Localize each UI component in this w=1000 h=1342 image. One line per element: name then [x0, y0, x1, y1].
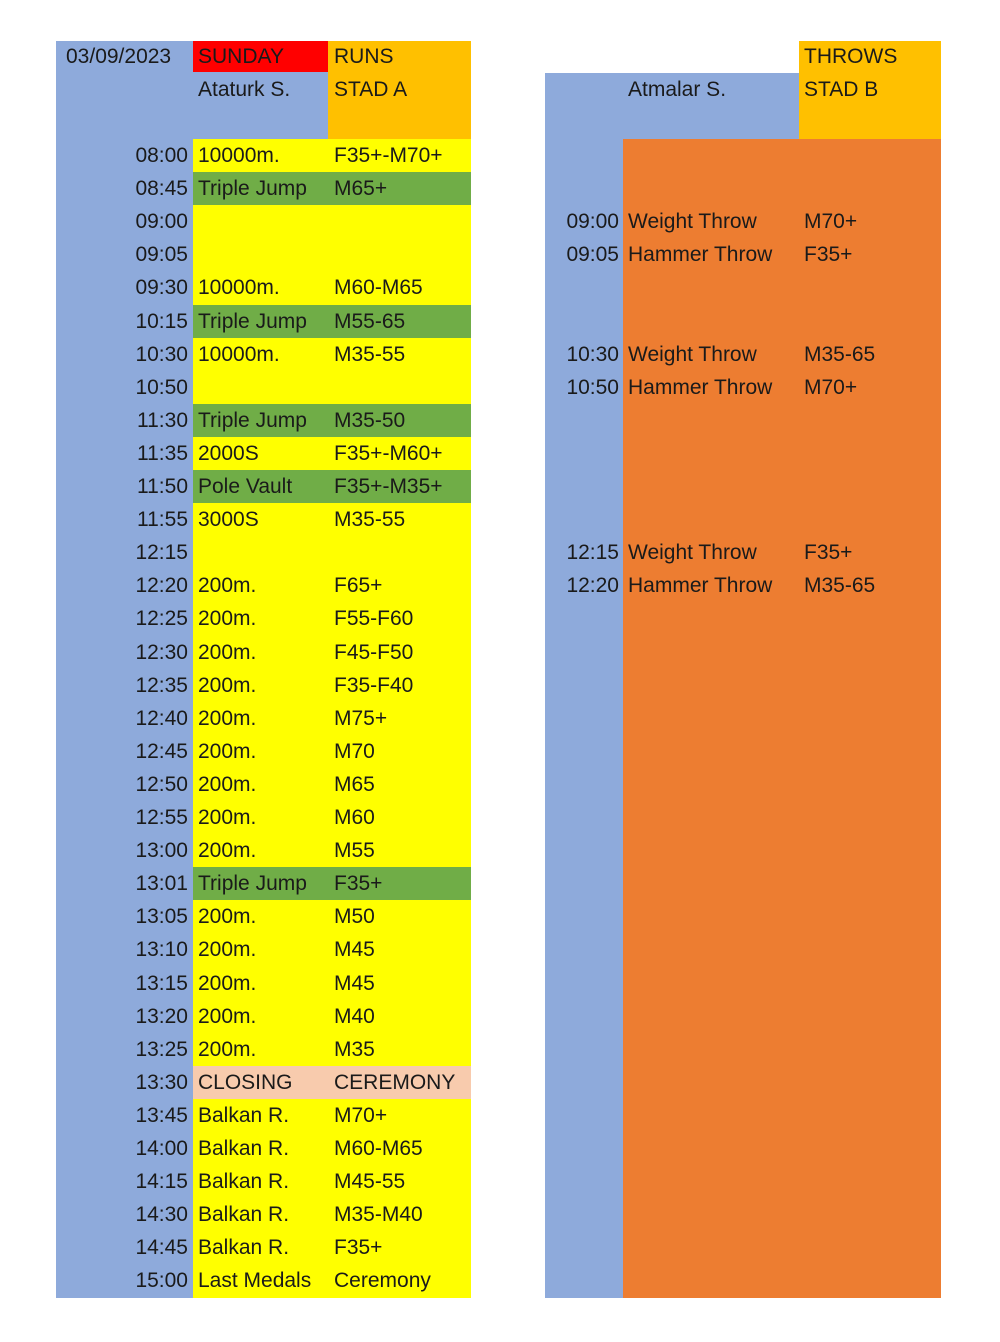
schedule-row	[193, 238, 471, 272]
row-group: F45-F50	[334, 640, 414, 664]
row-event: 200m.	[198, 673, 257, 697]
schedule-day: SUNDAY	[198, 45, 284, 68]
row-time: 09:00	[135, 210, 188, 234]
row-group: F35-F40	[334, 673, 414, 697]
row-time: 09:05	[135, 243, 188, 267]
row-event: 200m.	[198, 1037, 257, 1061]
row-time: 10:30	[135, 342, 188, 366]
throw-time: 12:15	[566, 541, 619, 565]
throw-group: F35+	[804, 541, 853, 565]
row-event: 200m.	[198, 938, 257, 962]
row-time: 12:15	[135, 541, 188, 565]
left-venue: Ataturk S.	[198, 78, 291, 101]
row-event: 3000S	[198, 508, 259, 532]
row-time: 11:55	[137, 508, 188, 532]
left-category: RUNS	[334, 45, 394, 68]
row-time: 13:01	[135, 872, 188, 896]
row-group: M70	[334, 739, 375, 763]
row-event: 200m.	[198, 905, 257, 929]
row-time: 12:35	[135, 673, 188, 697]
row-group: M35-55	[334, 508, 406, 532]
row-group: Ceremony	[334, 1269, 431, 1293]
row-time: 10:50	[135, 375, 188, 399]
right-category: THROWS	[804, 45, 898, 68]
row-event: 10000m.	[198, 276, 280, 300]
row-event: 2000S	[198, 441, 259, 465]
throw-time: 09:05	[566, 243, 619, 267]
row-event: 10000m.	[198, 342, 280, 366]
row-time: 13:00	[135, 839, 188, 863]
row-event: 200m.	[198, 706, 257, 730]
row-event: Balkan R.	[198, 1103, 290, 1127]
row-event: Triple Jump	[198, 408, 307, 432]
row-event: Balkan R.	[198, 1236, 290, 1260]
row-event: 200m.	[198, 607, 257, 631]
row-event: Triple Jump	[198, 872, 307, 896]
row-group: M45-55	[334, 1170, 406, 1194]
row-group: M35-55	[334, 342, 406, 366]
row-event: CLOSING	[198, 1070, 293, 1094]
row-time: 14:45	[135, 1236, 188, 1260]
row-time: 13:10	[135, 938, 188, 962]
row-time: 08:00	[135, 144, 188, 167]
throw-group: F35+	[804, 243, 853, 267]
row-time: 13:45	[135, 1103, 188, 1127]
row-time: 14:15	[135, 1170, 188, 1194]
row-event: 200m.	[198, 739, 257, 763]
row-event: 200m.	[198, 574, 257, 598]
row-group: M70+	[334, 1103, 388, 1127]
row-time: 15:00	[135, 1269, 188, 1293]
row-time: 09:30	[135, 276, 188, 300]
row-group: F35+	[334, 872, 383, 896]
row-event: Balkan R.	[198, 1137, 290, 1160]
row-time: 13:20	[135, 1004, 188, 1028]
row-event: Balkan R.	[198, 1203, 290, 1227]
row-event: 200m.	[198, 1004, 257, 1028]
throw-event: Weight Throw	[628, 210, 757, 234]
row-time: 14:30	[135, 1203, 188, 1227]
row-group: M65	[334, 772, 375, 796]
row-event: 200m.	[198, 839, 257, 863]
row-event: 10000m.	[198, 144, 280, 167]
throw-time: 09:00	[566, 210, 619, 234]
right-stadium: STAD B	[804, 78, 879, 101]
row-group: F35+-M70+	[334, 144, 443, 167]
row-time: 12:40	[135, 706, 188, 730]
schedule-row	[193, 536, 471, 570]
schedule-row	[193, 205, 471, 239]
throw-event: Weight Throw	[628, 541, 757, 565]
row-time: 12:25	[135, 607, 188, 631]
row-time: 12:55	[135, 806, 188, 829]
row-group: F35+-M35+	[334, 475, 443, 498]
row-time: 10:15	[135, 309, 188, 333]
throw-group: M35-65	[804, 574, 876, 598]
row-event: Balkan R.	[198, 1170, 290, 1194]
row-time: 08:45	[135, 177, 188, 201]
row-group: F35+-M60+	[334, 441, 443, 465]
row-group: M40	[334, 1004, 375, 1028]
row-time: 14:00	[135, 1137, 188, 1160]
row-time: 12:45	[135, 739, 188, 763]
row-event: 200m.	[198, 640, 257, 664]
row-group: F65+	[334, 574, 383, 598]
row-event: Triple Jump	[198, 309, 307, 333]
row-group: M50	[334, 905, 375, 929]
row-group: M60-M65	[334, 1137, 423, 1160]
throw-event: Hammer Throw	[628, 574, 773, 598]
row-group: M60-M65	[334, 276, 423, 300]
right-venue: Atmalar S.	[628, 78, 727, 101]
row-group: F35+	[334, 1236, 383, 1260]
row-time: 13:25	[135, 1037, 188, 1061]
row-event: Last Medals	[198, 1269, 312, 1293]
row-group: M45	[334, 938, 375, 962]
row-time: 13:15	[135, 971, 188, 995]
right-events-area	[623, 139, 941, 1298]
row-time: 12:30	[135, 640, 188, 664]
row-time: 12:20	[135, 574, 188, 598]
throw-group: M70+	[804, 210, 858, 234]
row-event: 200m.	[198, 971, 257, 995]
row-group: M35	[334, 1037, 375, 1061]
throw-time: 10:50	[566, 375, 619, 399]
row-group: M65+	[334, 177, 388, 201]
schedule-row	[193, 371, 471, 405]
throw-event: Weight Throw	[628, 342, 757, 366]
row-time: 12:50	[135, 772, 188, 796]
throw-group: M35-65	[804, 342, 876, 366]
row-group: F55-F60	[334, 607, 414, 631]
row-group: CEREMONY	[334, 1070, 456, 1094]
row-group: M55	[334, 839, 375, 863]
row-group: M35-50	[334, 408, 406, 432]
throw-group: M70+	[804, 375, 858, 399]
row-group: M60	[334, 806, 375, 829]
row-group: M45	[334, 971, 375, 995]
row-event: 200m.	[198, 806, 257, 829]
row-time: 13:30	[135, 1070, 188, 1094]
row-event: 200m.	[198, 772, 257, 796]
row-time: 11:35	[137, 441, 188, 465]
throw-event: Hammer Throw	[628, 243, 773, 267]
throw-time: 12:20	[566, 574, 619, 598]
row-time: 11:50	[137, 475, 188, 498]
row-time: 11:30	[137, 408, 188, 432]
row-group: M55-65	[334, 309, 406, 333]
row-group: M75+	[334, 706, 388, 730]
row-time: 13:05	[135, 905, 188, 929]
row-group: M35-M40	[334, 1203, 423, 1227]
throw-event: Hammer Throw	[628, 375, 773, 399]
schedule-date: 03/09/2023	[66, 45, 172, 68]
throw-time: 10:30	[566, 342, 619, 366]
row-event: Triple Jump	[198, 177, 307, 201]
row-event: Pole Vault	[198, 475, 293, 498]
left-stadium: STAD A	[334, 78, 408, 101]
